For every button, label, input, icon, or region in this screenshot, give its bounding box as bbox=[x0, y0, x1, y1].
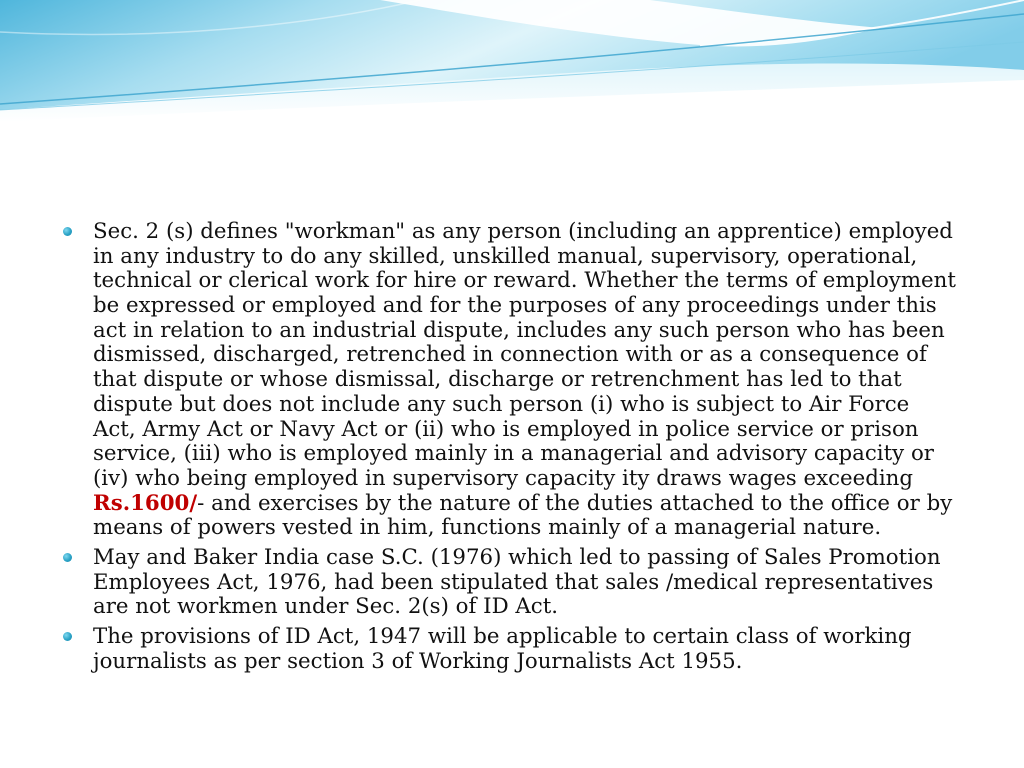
header-wave-decoration bbox=[0, 0, 1024, 130]
bullet-item-working-journalists bbox=[93, 625, 956, 674]
wage-limit-highlight: Rs.1600/ bbox=[93, 490, 198, 516]
bullet-3-line-2: journalists as per section 3 of Working Journalists Act 1955. bbox=[93, 648, 743, 674]
bullet-3-line-1: The provisions of ID Act, 1947 will be applicable to certain class of working bbox=[93, 624, 912, 649]
circle-bullet-icon bbox=[63, 632, 72, 641]
circle-bullet-icon bbox=[63, 227, 72, 236]
circle-bullet-icon bbox=[63, 553, 72, 562]
bullet-1-line-12 bbox=[93, 492, 956, 517]
bullet-2-line-1: May and Baker India case S.C. (1976) which led to passing of Sales Promotion bbox=[93, 544, 941, 570]
bullet-1-line-7: that dispute or whose dismissal, discharge or retrenchment has led to that bbox=[93, 367, 902, 393]
bullet-2-line-3: are not workmen under Sec. 2(s) of ID Act. bbox=[93, 594, 559, 620]
bullet-1-line-9: Act, Army Act or Navy Act or (ii) who is employed in police service or prison bbox=[93, 416, 919, 442]
bullet-1-line-13: means of powers vested in him, functions mainly of a managerial nature. bbox=[93, 515, 882, 541]
bullet-1-line-8: dispute but does not include any such person (i) who is subject to Air Force bbox=[93, 391, 910, 417]
bullet-1-line-10: service, (iii) who is employed mainly in a managerial and advisory capacity or bbox=[93, 441, 934, 467]
bullet-list bbox=[93, 220, 956, 679]
bullet-item-may-and-baker-case bbox=[93, 546, 956, 620]
bullet-1-line-3: technical or clerical work for hire or reward. Whether the terms of employment bbox=[93, 268, 956, 294]
bullet-1-line-6: dismissed, discharged, retrenched in connection with or as a consequence of bbox=[93, 342, 927, 368]
bullet-1-line-5: act in relation to an industrial dispute, includes any such person who has been bbox=[93, 317, 945, 343]
bullet-item-workman-definition bbox=[93, 220, 956, 541]
bullet-1-line-4: be expressed or employed and for the purposes of any proceedings under this bbox=[93, 293, 937, 319]
bullet-1-line-1: Sec. 2 (s) defines "workman" as any person (including an apprentice) employed bbox=[93, 219, 953, 244]
bullet-1-line-2: in any industry to do any skilled, unskilled manual, supervisory, operational, bbox=[93, 243, 918, 269]
bullet-1-line-11: (iv) who being employed in supervisory capacity ity draws wages exceeding bbox=[93, 465, 914, 491]
bullet-2-line-2: Employees Act, 1976, had been stipulated that sales /medical representatives bbox=[93, 569, 934, 595]
bullet-1-line-12-rest: - and exercises by the nature of the duties attached to the office or by bbox=[197, 490, 953, 516]
